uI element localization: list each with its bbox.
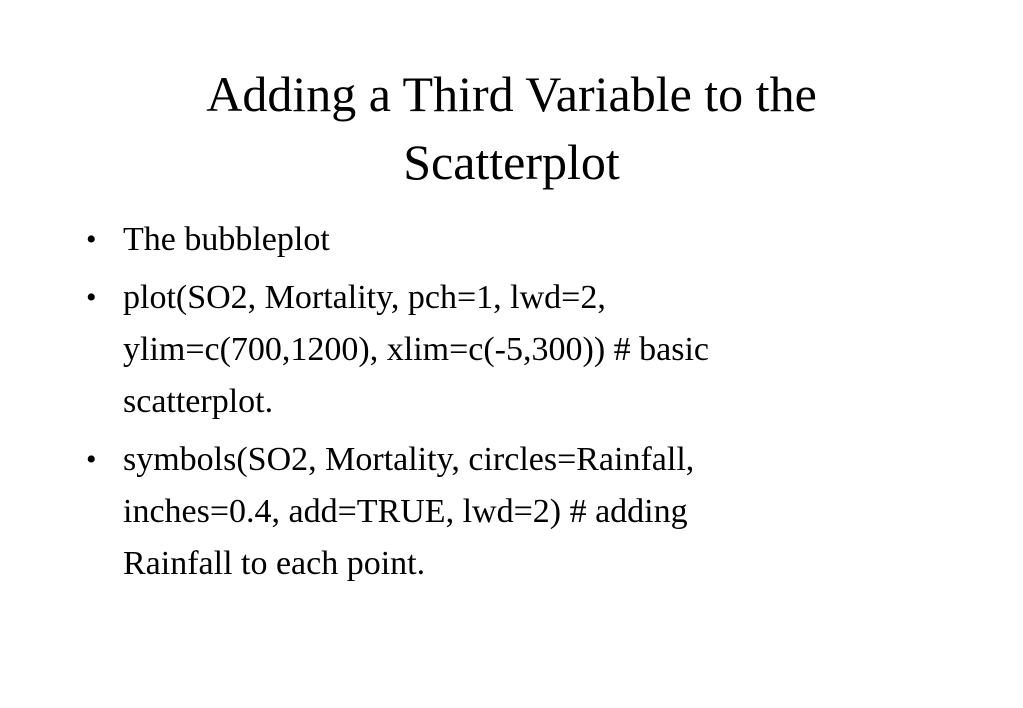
bullet-item-plot-code bbox=[82, 272, 882, 428]
bullet-marker: • bbox=[86, 223, 97, 256]
bullet-marker: • bbox=[86, 443, 97, 476]
bullet-marker: • bbox=[86, 281, 97, 314]
bullet-text-line: symbols(SO2, Mortality, circles=Rainfall, bbox=[123, 441, 695, 478]
bullet-text-line: Rainfall to each point. bbox=[123, 545, 426, 582]
bullet-item-symbols-code bbox=[82, 434, 882, 590]
bullet-item-bubbleplot bbox=[82, 214, 882, 266]
bullet-list bbox=[82, 214, 882, 596]
bullet-text-line: plot(SO2, Mortality, pch=1, lwd=2, bbox=[123, 279, 606, 316]
slide-title-line-2: Scatterplot bbox=[403, 134, 620, 190]
bullet-text-line: inches=0.4, add=TRUE, lwd=2) # adding bbox=[123, 493, 688, 530]
bullet-text-line: The bubbleplot bbox=[123, 221, 330, 258]
bullet-text-line: ylim=c(700,1200), xlim=c(-5,300)) # basic bbox=[123, 331, 710, 368]
bullet-text-line: scatterplot. bbox=[123, 383, 274, 420]
slide-title bbox=[0, 60, 1023, 196]
slide-title-line-1: Adding a Third Variable to the bbox=[206, 66, 817, 122]
